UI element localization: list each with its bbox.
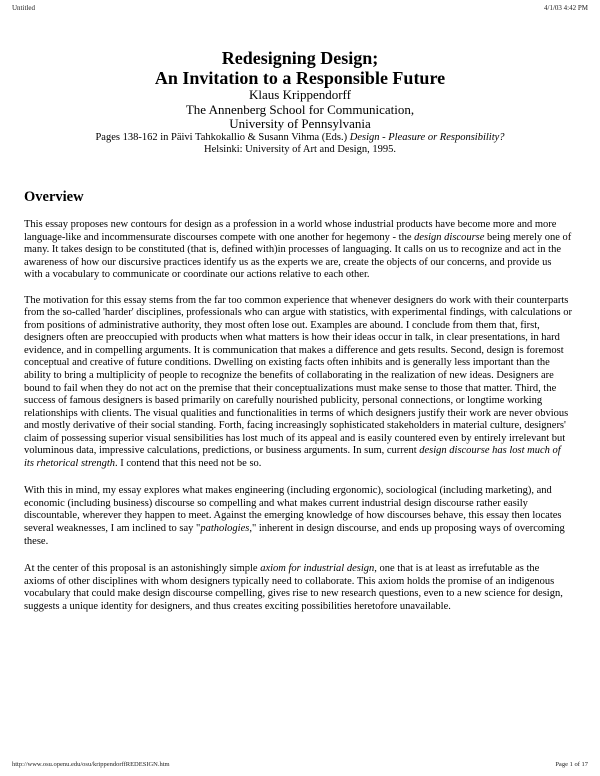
title-block — [0, 48, 600, 157]
title-line-2: An Invitation to a Responsible Future — [154, 68, 446, 88]
p3-text-a: With this in mind, my essay explores what makes engineering (including ergonomic), sociological (including marketing), and economic (including business) discourse so compelling and what makes current industrial design discourse rather easily discountable, wherever they happen to meet. Against the emerging knowledge of how discourses behave, this essay then locates several weaknesses, I am inclined to say " — [24, 485, 562, 535]
p2-emphasis: design discourse has lost much of its rhetorical strength — [24, 445, 561, 469]
article-body — [24, 219, 572, 626]
paragraph-2 — [24, 295, 572, 471]
publication-publisher: Helsinki: University of Art and Design, 1995. — [204, 144, 396, 155]
section-heading-overview: Overview — [24, 189, 84, 205]
p3-text-c: ," inherent in design discourse, and ends up proposing ways of overcoming these. — [24, 523, 565, 547]
page-header-title: Untitled — [12, 4, 35, 12]
p1-text-c: being merely one of many. It takes design to be constituted (that is, defined with)in processes of languaging. It calls on us to recognize and act in the awareness of how our discursive practices identify us as the experts we are, create the objects of our concerns, and provide us with a vocabulary to communicate or coordinate our actions relative to each other. — [24, 231, 572, 281]
author-school: The Annenberg School for Communication, — [185, 101, 415, 117]
author-name: Klaus Krippendorff — [249, 87, 351, 102]
page-footer-url: http://www.osu.openu.edu/osu/krippendorffREDESIGN.htm — [12, 761, 170, 768]
page-footer-pagenum: Page 1 of 17 — [555, 761, 588, 768]
page-header-timestamp: 4/1/03 4:42 PM — [544, 4, 588, 12]
p4-emphasis: axiom for industrial design — [260, 563, 375, 575]
paragraph-3 — [24, 485, 572, 548]
publication-book-title: Design - Pleasure or Responsibility? — [349, 131, 505, 143]
publication-pages: Pages 138-162 in Päivi Tahkokallio & Susann Vihma (Eds.) — [95, 131, 350, 143]
title-line-1: Redesigning Design; — [221, 48, 379, 68]
p1-text-a: This essay proposes new contours for design as a profession in a world whose industrial products have become more and more language-like and incommensurate discourses compete with one another for hegemony - the — [24, 219, 557, 243]
author-university: University of Pennsylvania — [229, 116, 371, 131]
p4-text-a: At the center of this proposal is an astonishingly simple — [24, 563, 261, 575]
p3-emphasis: pathologies — [200, 523, 250, 535]
p1-emphasis: design discourse — [414, 231, 485, 243]
p2-text-c: . I contend that this need not be so. — [115, 457, 262, 469]
paragraph-4 — [24, 563, 572, 613]
publication-info — [0, 132, 600, 145]
paragraph-1 — [24, 219, 572, 282]
p4-text-c: , one that is at least as irrefutable as the axioms of other disciplines with whom designers typically need to collaborate. This axiom holds the promise of an indigenous vocabulary that could make design discourse compelling, gives rise to new research questions, even to a new science for design, suggests a unique identity for designers, and thus creates exciting possibilities heretofore unavailable. — [24, 563, 563, 612]
p2-text-a: The motivation for this essay stems from the far too common experience that whenever designers do work with their counterparts from the so-called 'harder' disciplines, professionals who can argue with statistics, with experimental findings, with calculations or from positions of administrative authority, they most often lose out. Examples are abound. I conclude from them that, first, designers often are preoccupied with products when what matters is how their ideas occur in talk, in clear presentations, in hard evidence, and in compelling arguments. It is communication that makes a difference and gets results. Second, design is foremost conceptual and creative of future conditions. Dwelling on existing facts often inhibits and is generally less important than the ability to bring a multiplicity of people to recognize the benefits of collaborating in the realization of new ideas. Designers are bound to fail when they do not act on the premise that their conceptualizations must make sense to those that matter. Third, the success of famous designers is based primarily on carefully nourished publicity, personal connections, or longtime working relationships with clients. The visual qualities and functionalities in terms of which designers justify their work are never obvious and mostly derivative of their social standing. Forth, facing increasingly sophisticated stakeholders in material culture, designers' claim of possessing superior visual sensibilities has lost much of its appeal and is easily countered even by entirely irrelevant but voluminous data, impressive calculations, predictions, or business arguments. In sum, current — [24, 294, 572, 457]
